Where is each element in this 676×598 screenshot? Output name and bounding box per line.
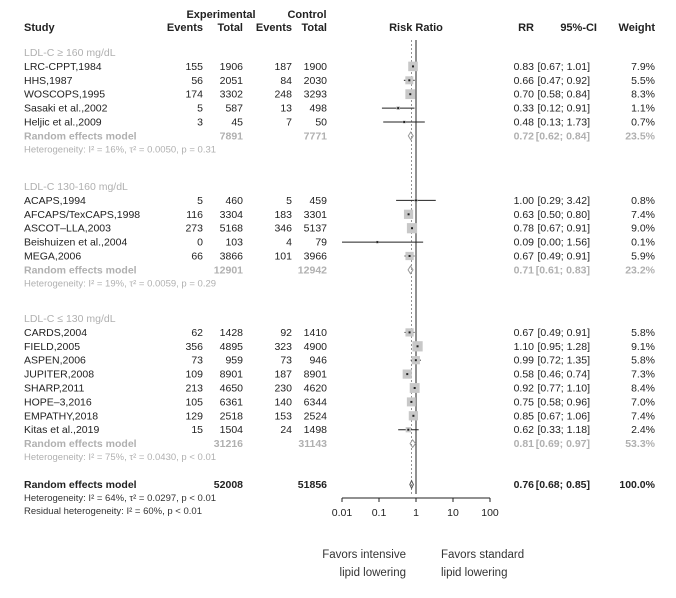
study-weight: 7.3% bbox=[631, 368, 655, 381]
ctl-events: 7 bbox=[286, 116, 292, 129]
study-rr: 0.67 bbox=[513, 326, 534, 339]
point-estimate bbox=[415, 199, 417, 201]
study-ci: [0.00; 1.56] bbox=[537, 236, 590, 249]
study-ci: [0.49; 0.91] bbox=[537, 326, 590, 339]
ctl-events: 92 bbox=[280, 326, 292, 339]
x-tick-label: 10 bbox=[447, 507, 459, 519]
ctl-total: 3301 bbox=[303, 208, 327, 221]
study-rr: 0.75 bbox=[513, 396, 534, 409]
favors-left-line2: lipid lowering bbox=[339, 567, 406, 579]
study-name: SHARP,2011 bbox=[24, 382, 85, 395]
overall-exp-total: 52008 bbox=[213, 479, 243, 491]
study-rr: 1.10 bbox=[513, 340, 534, 353]
study-ci: [0.12; 0.91] bbox=[537, 102, 590, 115]
study-weight: 8.4% bbox=[631, 382, 655, 395]
summary-diamond bbox=[408, 132, 413, 140]
study-weight: 8.3% bbox=[631, 88, 655, 101]
exp-total: 1906 bbox=[219, 60, 243, 73]
exp-total: 2051 bbox=[219, 74, 243, 87]
study-ci: [0.46; 0.74] bbox=[537, 368, 590, 381]
subgroup-rr: 0.71 bbox=[513, 264, 534, 277]
subgroup-ci: [0.62; 0.84] bbox=[535, 130, 590, 143]
study-ci: [0.49; 0.91] bbox=[537, 250, 590, 263]
x-tick-label: 0.1 bbox=[371, 507, 387, 519]
ctl-events: 183 bbox=[274, 208, 292, 221]
ctl-events: 153 bbox=[274, 410, 292, 423]
exp-total: 5168 bbox=[219, 222, 243, 235]
ctl-events: 24 bbox=[280, 424, 292, 437]
point-estimate bbox=[403, 121, 405, 123]
header-experimental: Experimental bbox=[186, 9, 256, 21]
study-rr: 0.58 bbox=[513, 368, 534, 381]
exp-events: 105 bbox=[185, 396, 203, 409]
ctl-total: 1900 bbox=[303, 60, 327, 73]
ctl-total: 5137 bbox=[303, 222, 327, 235]
subgroup-heterogeneity: Heterogeneity: I² = 75%, τ² = 0.0430, p < 0.01 bbox=[24, 452, 217, 463]
ctl-total: 2524 bbox=[303, 410, 327, 423]
study-name: HHS,1987 bbox=[24, 74, 73, 87]
study-name: WOSCOPS,1995 bbox=[24, 88, 106, 101]
ctl-total: 2030 bbox=[303, 74, 327, 87]
ctl-events: 4 bbox=[286, 236, 292, 249]
header-rr: RR bbox=[518, 22, 534, 34]
study-ci: [0.95; 1.28] bbox=[537, 340, 590, 353]
study-name: Kitas et al.,2019 bbox=[24, 424, 100, 437]
exp-total: 45 bbox=[231, 116, 243, 129]
header-ctl-total: Total bbox=[301, 22, 327, 34]
study-rr: 0.83 bbox=[513, 60, 534, 73]
point-estimate bbox=[409, 93, 411, 95]
study-weight: 7.0% bbox=[631, 396, 655, 409]
summary-diamond bbox=[410, 440, 415, 448]
study-ci: [0.13; 1.73] bbox=[537, 116, 590, 129]
header-weight: Weight bbox=[618, 22, 655, 34]
ctl-events: 346 bbox=[274, 222, 292, 235]
ctl-total: 1410 bbox=[303, 326, 327, 339]
study-name: AFCAPS/TexCAPS,1998 bbox=[24, 208, 141, 221]
ctl-events: 323 bbox=[274, 340, 292, 353]
point-estimate bbox=[406, 373, 408, 375]
study-name: ACAPS,1994 bbox=[24, 194, 86, 207]
exp-events: 273 bbox=[185, 222, 203, 235]
exp-total: 587 bbox=[225, 102, 243, 115]
study-name: HOPE–3,2016 bbox=[24, 396, 92, 409]
ctl-events: 248 bbox=[274, 88, 292, 101]
study-name: Sasaki et al.,2002 bbox=[24, 102, 108, 115]
ctl-total: 6344 bbox=[303, 396, 327, 409]
residual-heterogeneity: Residual heterogeneity: I² = 60%, p < 0.01 bbox=[24, 506, 202, 517]
subgroup-label: LDL-C 130-160 mg/dL bbox=[24, 181, 128, 193]
ctl-events: 187 bbox=[274, 60, 292, 73]
exp-events: 155 bbox=[185, 60, 203, 73]
study-name: EMPATHY,2018 bbox=[24, 410, 99, 423]
subgroup-heterogeneity: Heterogeneity: I² = 16%, τ² = 0.0050, p = 0.31 bbox=[24, 144, 217, 156]
study-weight: 2.4% bbox=[631, 424, 655, 437]
ctl-total: 3966 bbox=[303, 250, 327, 263]
study-name: ASPEN,2006 bbox=[24, 354, 86, 367]
study-rr: 0.63 bbox=[513, 208, 534, 221]
subgroup-weight: 23.2% bbox=[625, 264, 655, 277]
exp-total: 3304 bbox=[219, 208, 243, 221]
study-rr: 0.92 bbox=[513, 382, 534, 395]
subgroup-model-label: Random effects model bbox=[24, 130, 137, 143]
exp-total: 1428 bbox=[219, 326, 243, 339]
exp-events: 116 bbox=[186, 208, 203, 221]
study-weight: 5.8% bbox=[631, 354, 655, 367]
exp-events: 73 bbox=[191, 354, 203, 367]
subgroup-exp-total: 12901 bbox=[213, 264, 243, 277]
subgroup-ctl-total: 12942 bbox=[297, 264, 327, 277]
ctl-total: 8901 bbox=[303, 368, 327, 381]
point-estimate bbox=[410, 401, 412, 403]
study-name: JUPITER,2008 bbox=[24, 368, 95, 381]
ctl-total: 498 bbox=[309, 102, 327, 115]
study-weight: 5.8% bbox=[631, 326, 655, 339]
favors-right-line2: lipid lowering bbox=[441, 567, 508, 579]
study-rr: 0.09 bbox=[513, 236, 534, 249]
study-weight: 5.5% bbox=[631, 74, 655, 87]
study-weight: 9.1% bbox=[631, 340, 655, 353]
overall-heterogeneity: Heterogeneity: I² = 64%, τ² = 0.0297, p < 0.01 bbox=[24, 493, 217, 504]
point-estimate bbox=[409, 331, 411, 333]
study-weight: 0.8% bbox=[631, 194, 655, 207]
study-ci: [0.67; 0.91] bbox=[537, 222, 590, 235]
study-name: MEGA,2006 bbox=[24, 250, 82, 263]
study-rr: 0.33 bbox=[513, 102, 534, 115]
study-ci: [0.58; 0.96] bbox=[537, 396, 590, 409]
ctl-events: 101 bbox=[274, 250, 292, 263]
subgroup-weight: 53.3% bbox=[625, 438, 655, 451]
exp-events: 213 bbox=[185, 382, 203, 395]
study-ci: [0.29; 3.42] bbox=[537, 194, 590, 207]
point-estimate bbox=[408, 79, 410, 81]
header-ci: 95%-CI bbox=[560, 22, 597, 34]
point-estimate bbox=[408, 213, 410, 215]
ctl-events: 140 bbox=[274, 396, 292, 409]
exp-events: 62 bbox=[191, 326, 203, 339]
study-ci: [0.50; 0.80] bbox=[537, 208, 590, 221]
study-rr: 0.99 bbox=[513, 354, 534, 367]
study-weight: 7.9% bbox=[631, 60, 655, 73]
subgroup-heterogeneity: Heterogeneity: I² = 19%, τ² = 0.0059, p = 0.29 bbox=[24, 278, 217, 290]
overall-model-label: Random effects model bbox=[24, 479, 137, 491]
header-risk-ratio: Risk Ratio bbox=[389, 22, 443, 34]
study-ci: [0.47; 0.92] bbox=[537, 74, 590, 87]
exp-events: 356 bbox=[185, 340, 203, 353]
exp-total: 2518 bbox=[219, 410, 243, 423]
study-rr: 1.00 bbox=[513, 194, 534, 207]
point-estimate bbox=[411, 227, 413, 229]
subgroup-rr: 0.72 bbox=[513, 130, 534, 143]
subgroup-label: LDL-C ≤ 130 mg/dL bbox=[24, 313, 116, 325]
study-rr: 0.78 bbox=[513, 222, 534, 235]
ctl-total: 50 bbox=[315, 116, 327, 129]
exp-events: 5 bbox=[197, 194, 203, 207]
overall-ctl-total: 51856 bbox=[297, 479, 327, 491]
study-ci: [0.33; 1.18] bbox=[537, 424, 590, 437]
study-weight: 9.0% bbox=[631, 222, 655, 235]
study-name: LRC-CPPT,1984 bbox=[24, 60, 102, 73]
exp-total: 103 bbox=[225, 236, 243, 249]
subgroup-ci: [0.69; 0.97] bbox=[535, 438, 590, 451]
header-study: Study bbox=[24, 22, 55, 34]
subgroup-rr: 0.81 bbox=[513, 438, 534, 451]
header-ctl-events: Events bbox=[255, 22, 292, 34]
exp-total: 4650 bbox=[219, 382, 243, 395]
favors-right-line1: Favors standard bbox=[441, 549, 525, 561]
exp-events: 15 bbox=[191, 424, 203, 437]
point-estimate bbox=[409, 255, 411, 257]
ctl-total: 4620 bbox=[303, 382, 327, 395]
ctl-total: 3293 bbox=[303, 88, 327, 101]
point-estimate bbox=[407, 429, 409, 431]
study-name: Heljic et al.,2009 bbox=[24, 116, 102, 129]
ctl-events: 230 bbox=[274, 382, 292, 395]
point-estimate bbox=[415, 359, 417, 361]
ctl-total: 79 bbox=[315, 236, 327, 249]
subgroup-exp-total: 31216 bbox=[213, 438, 243, 451]
point-estimate bbox=[414, 387, 416, 389]
subgroup-model-label: Random effects model bbox=[24, 438, 137, 451]
subgroup-model-label: Random effects model bbox=[24, 264, 137, 277]
ctl-events: 187 bbox=[274, 368, 292, 381]
ctl-total: 946 bbox=[309, 354, 327, 367]
exp-events: 0 bbox=[197, 236, 203, 249]
subgroup-exp-total: 7891 bbox=[219, 130, 243, 143]
x-tick-label: 100 bbox=[481, 507, 499, 519]
study-name: FIELD,2005 bbox=[24, 340, 81, 353]
overall-weight: 100.0% bbox=[619, 479, 655, 491]
study-name: CARDS,2004 bbox=[24, 326, 88, 339]
study-ci: [0.72; 1.35] bbox=[537, 354, 590, 367]
study-name: ASCOT–LLA,2003 bbox=[24, 222, 111, 235]
exp-total: 6361 bbox=[219, 396, 243, 409]
overall-ci: [0.68; 0.85] bbox=[535, 479, 590, 491]
study-weight: 7.4% bbox=[631, 208, 655, 221]
study-rr: 0.66 bbox=[513, 74, 534, 87]
subgroup-ctl-total: 31143 bbox=[298, 438, 327, 451]
ctl-total: 1498 bbox=[303, 424, 327, 437]
study-rr: 0.70 bbox=[513, 88, 534, 101]
exp-events: 174 bbox=[185, 88, 203, 101]
point-estimate bbox=[412, 415, 414, 417]
ctl-total: 4900 bbox=[303, 340, 327, 353]
header-exp-total: Total bbox=[217, 22, 243, 34]
header-control: Control bbox=[287, 9, 327, 21]
exp-events: 5 bbox=[197, 102, 203, 115]
x-tick-label: 1 bbox=[413, 507, 419, 519]
x-tick-label: 0.01 bbox=[331, 507, 353, 519]
ctl-events: 73 bbox=[280, 354, 292, 367]
study-ci: [0.67; 1.01] bbox=[537, 60, 590, 73]
ctl-total: 459 bbox=[309, 194, 327, 207]
exp-events: 66 bbox=[191, 250, 203, 263]
study-rr: 0.67 bbox=[513, 250, 534, 263]
study-weight: 5.9% bbox=[631, 250, 655, 263]
header-exp-events: Events bbox=[166, 22, 203, 34]
study-weight: 0.7% bbox=[631, 116, 655, 129]
subgroup-ctl-total: 7771 bbox=[303, 130, 327, 143]
exp-total: 3866 bbox=[219, 250, 243, 263]
exp-events: 109 bbox=[185, 368, 203, 381]
overall-rr: 0.76 bbox=[513, 479, 534, 491]
ctl-events: 5 bbox=[286, 194, 292, 207]
study-weight: 0.1% bbox=[631, 236, 655, 249]
exp-events: 129 bbox=[185, 410, 203, 423]
exp-total: 4895 bbox=[219, 340, 243, 353]
subgroup-weight: 23.5% bbox=[625, 130, 655, 143]
point-estimate bbox=[417, 345, 419, 347]
exp-total: 1504 bbox=[219, 424, 243, 437]
exp-total: 959 bbox=[225, 354, 243, 367]
study-rr: 0.48 bbox=[513, 116, 534, 129]
exp-events: 56 bbox=[191, 74, 203, 87]
study-name: Beishuizen et al.,2004 bbox=[24, 236, 128, 249]
point-estimate bbox=[376, 241, 378, 243]
study-weight: 1.1% bbox=[631, 102, 655, 115]
ctl-events: 13 bbox=[280, 102, 292, 115]
exp-total: 460 bbox=[225, 194, 243, 207]
favors-left-line1: Favors intensive bbox=[322, 549, 406, 561]
study-weight: 7.4% bbox=[631, 410, 655, 423]
point-estimate bbox=[397, 107, 399, 109]
study-ci: [0.77; 1.10] bbox=[537, 382, 590, 395]
exp-events: 3 bbox=[197, 116, 203, 129]
exp-total: 3302 bbox=[219, 88, 243, 101]
ctl-events: 84 bbox=[280, 74, 292, 87]
study-ci: [0.67; 1.06] bbox=[537, 410, 590, 423]
subgroup-label: LDL-C ≥ 160 mg/dL bbox=[24, 47, 116, 59]
summary-diamond bbox=[408, 266, 413, 274]
point-estimate bbox=[412, 65, 414, 67]
study-ci: [0.58; 0.84] bbox=[537, 88, 590, 101]
subgroup-ci: [0.61; 0.83] bbox=[535, 264, 590, 277]
study-rr: 0.62 bbox=[513, 424, 534, 437]
exp-total: 8901 bbox=[219, 368, 243, 381]
study-rr: 0.85 bbox=[513, 410, 534, 423]
